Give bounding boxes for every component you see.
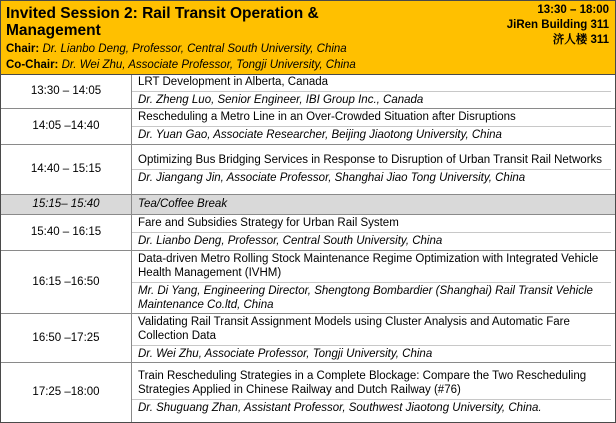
session-time-room bbox=[507, 3, 609, 48]
talk-title: Fare and Subsidies Strategy for Urban Rail System bbox=[138, 217, 399, 229]
cochair-name: Dr. Wei Zhu, Associate Professor, Tongji University, China bbox=[61, 59, 356, 71]
talk-title: Optimizing Bus Bridging Services in Response to Disruption of Urban Transit Rail Networks bbox=[138, 154, 603, 166]
table-row bbox=[1, 75, 615, 108]
talk-speaker: Dr. Shuguang Zhan, Assistant Professor, Southwest Jiaotong University, China. bbox=[132, 399, 611, 415]
break-row bbox=[1, 194, 615, 214]
talk-cell bbox=[132, 214, 616, 250]
talk-title: LRT Development in Alberta, Canada bbox=[138, 76, 329, 89]
talk-speaker: Mr. Di Yang, Engineering Director, Shengtong Bombardier (Shanghai) Rail Transit Vehicle Maintenance Co.ltd, China bbox=[132, 282, 611, 312]
talk-speaker: Dr. Lianbo Deng, Professor, Central South University, China bbox=[132, 232, 611, 248]
chair-label: Chair: bbox=[6, 43, 40, 55]
session-time: 13:30 – 18:00 bbox=[537, 4, 609, 16]
talk-time: 14:05 –14:40 bbox=[1, 108, 132, 144]
talk-title: Data-driven Metro Rolling Stock Maintenance Regime Optimization with Integrated Vehicle Health Management (IVHM) bbox=[138, 252, 599, 279]
schedule-table bbox=[1, 75, 615, 422]
talk-cell bbox=[132, 75, 616, 108]
session-room: JiRen Building 311 bbox=[506, 19, 609, 31]
talk-speaker: Dr. Yuan Gao, Associate Researcher, Beijing Jiaotong University, China bbox=[132, 126, 611, 142]
talk-cell bbox=[132, 144, 616, 194]
break-label: Tea/Coffee Break bbox=[132, 194, 616, 214]
talk-time: 13:30 – 14:05 bbox=[1, 75, 132, 108]
talk-time: 16:15 –16:50 bbox=[1, 250, 132, 313]
talk-time: 15:40 – 16:15 bbox=[1, 214, 132, 250]
session-room-cn: 济人楼 311 bbox=[552, 34, 609, 46]
talk-speaker: Dr. Wei Zhu, Associate Professor, Tongji University, China bbox=[132, 345, 611, 361]
break-time: 15:15– 15:40 bbox=[1, 194, 132, 214]
talk-time: 14:40 – 15:15 bbox=[1, 144, 132, 194]
talk-cell bbox=[132, 362, 616, 422]
talk-title: Validating Rail Transit Assignment Models using Cluster Analysis and Automatic Fare Collection Data bbox=[138, 315, 570, 342]
chair-name: Dr. Lianbo Deng, Professor, Central South University, China bbox=[42, 43, 347, 55]
table-row bbox=[1, 362, 615, 422]
cochair-line bbox=[6, 58, 356, 73]
session-title: Invited Session 2: Rail Transit Operation & Management bbox=[6, 5, 319, 39]
talk-cell bbox=[132, 313, 616, 362]
talk-time: 17:25 –18:00 bbox=[1, 362, 132, 422]
talk-speaker: Dr. Jiangang Jin, Associate Professor, Shanghai Jiao Tong University, China bbox=[132, 169, 611, 185]
session-header bbox=[1, 1, 615, 75]
table-row bbox=[1, 214, 615, 250]
cochair-label: Co-Chair: bbox=[6, 59, 59, 71]
table-row bbox=[1, 313, 615, 362]
table-row bbox=[1, 250, 615, 313]
talk-title: Rescheduling a Metro Line in an Over-Crowded Situation after Disruptions bbox=[138, 111, 516, 123]
talk-title: Train Rescheduling Strategies in a Complete Blockage: Compare the Two Rescheduling Strategies Applied in Chinese Railway and Dutch Railway (#76) bbox=[138, 370, 587, 397]
table-row bbox=[1, 144, 615, 194]
talk-cell bbox=[132, 250, 616, 313]
talk-cell bbox=[132, 108, 616, 144]
table-row bbox=[1, 108, 615, 144]
chair-line bbox=[6, 42, 347, 57]
talk-speaker: Dr. Zheng Luo, Senior Engineer, IBI Group Inc., Canada bbox=[132, 91, 611, 107]
talk-time: 16:50 –17:25 bbox=[1, 313, 132, 362]
